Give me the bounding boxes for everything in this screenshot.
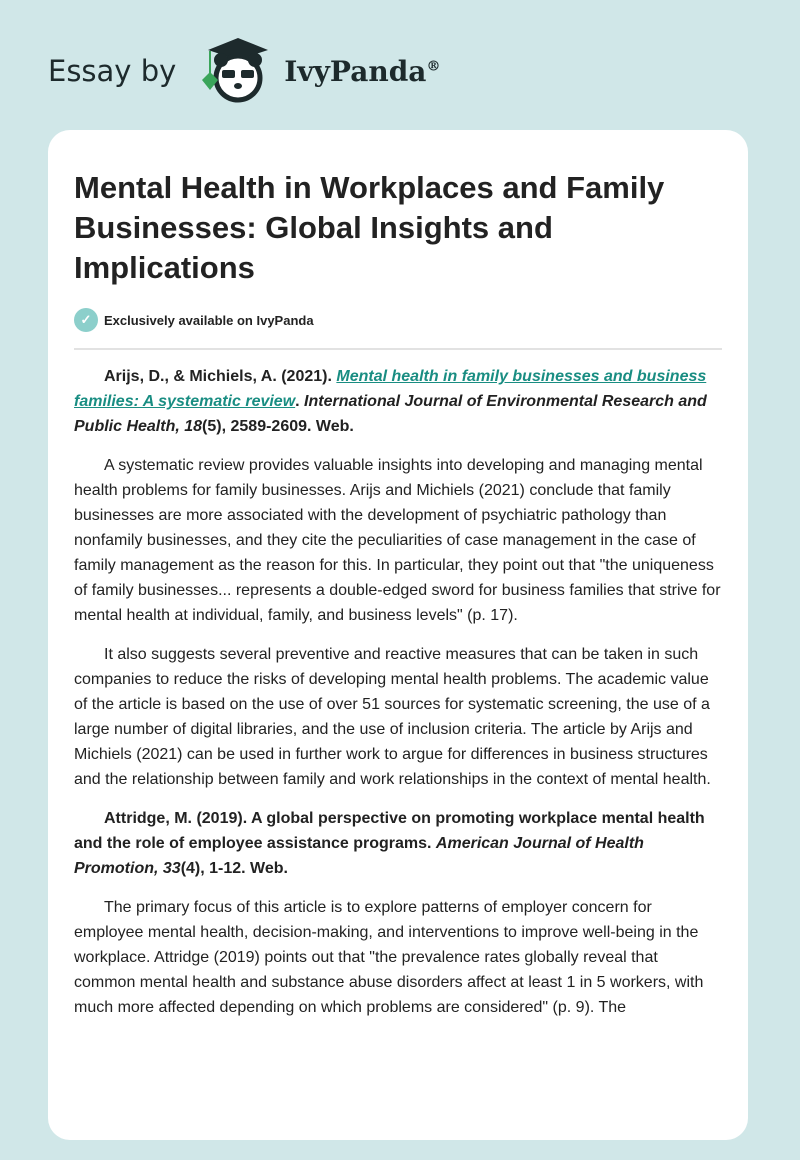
ref-details: (4), 1-12. Web.	[180, 860, 288, 877]
check-icon: ✓	[74, 308, 98, 332]
reference-link[interactable]: Mental health in family businesses and business families: A systematic review	[74, 368, 707, 410]
essay-by-label: Essay by	[48, 54, 177, 88]
brand-text: IvyPanda	[284, 54, 427, 88]
paragraph: A systematic review provides valuable insights into developing and managing mental health problems for family businesses. Arijs and Michiels (2021) conclude that family businesses are more associated with the development of psychiatric pathology than nonfamily businesses, and they cite the peculiarities of case management in the case of family management as the reason for this. In particular, they point out that "the uniqueness of family businesses... represents a double-edged sword for business families that strive for mental health at individual, family, and business levels" (p. 17).	[74, 457, 721, 624]
paragraph: It also suggests several preventive and reactive measures that can be taken in such companies to reduce the risks of developing mental health problems. The academic value of the article is based on the use of over 51 sources for systematic screening, the use of a large number of digital libraries, and the use of inclusion criteria. The article by Arijs and Michiels (2021) can be used in further work to argue for differences in business structures and the relationship between family and work relationships in the context of mental health.	[74, 646, 711, 788]
page-title: Mental Health in Workplaces and Family Businesses: Global Insights and Implications	[74, 170, 665, 285]
ref-authors: Arijs, D., & Michiels, A. (2021).	[104, 368, 337, 385]
exclusive-badge	[74, 308, 748, 332]
ref-journal: International Journal of Environmental Research and Public Health, 18	[74, 393, 707, 435]
ref-separator: .	[295, 393, 305, 410]
ref-authors: Attridge, M. (2019). A global perspective on promoting workplace mental health and the role of employee assistance programs.	[74, 810, 705, 852]
panda-logo-icon[interactable]	[198, 36, 278, 106]
registered-mark: ®	[426, 58, 441, 75]
ref-details: (5), 2589-2609. Web.	[202, 418, 354, 435]
paragraph: The primary focus of this article is to explore patterns of employer concern for employee mental health, decision-making, and interventions to improve well-being in the workplace. Attridge (2019) points out that "the prevalence rates globally reveal that common mental health and substance abuse disorders affect at least 1 in 5 workers, with much more affected depending on which problems are considered" (p. 9). The	[74, 899, 704, 1016]
reference-1	[74, 364, 722, 439]
site-header	[48, 36, 440, 106]
essay-content	[74, 364, 722, 1020]
ref-journal: American Journal of Health Promotion, 33	[74, 835, 644, 877]
exclusive-label: Exclusively available on IvyPanda	[104, 312, 314, 328]
reference-2	[74, 806, 722, 881]
essay-card	[48, 130, 748, 1140]
brand-name	[284, 55, 440, 88]
divider	[74, 348, 722, 350]
